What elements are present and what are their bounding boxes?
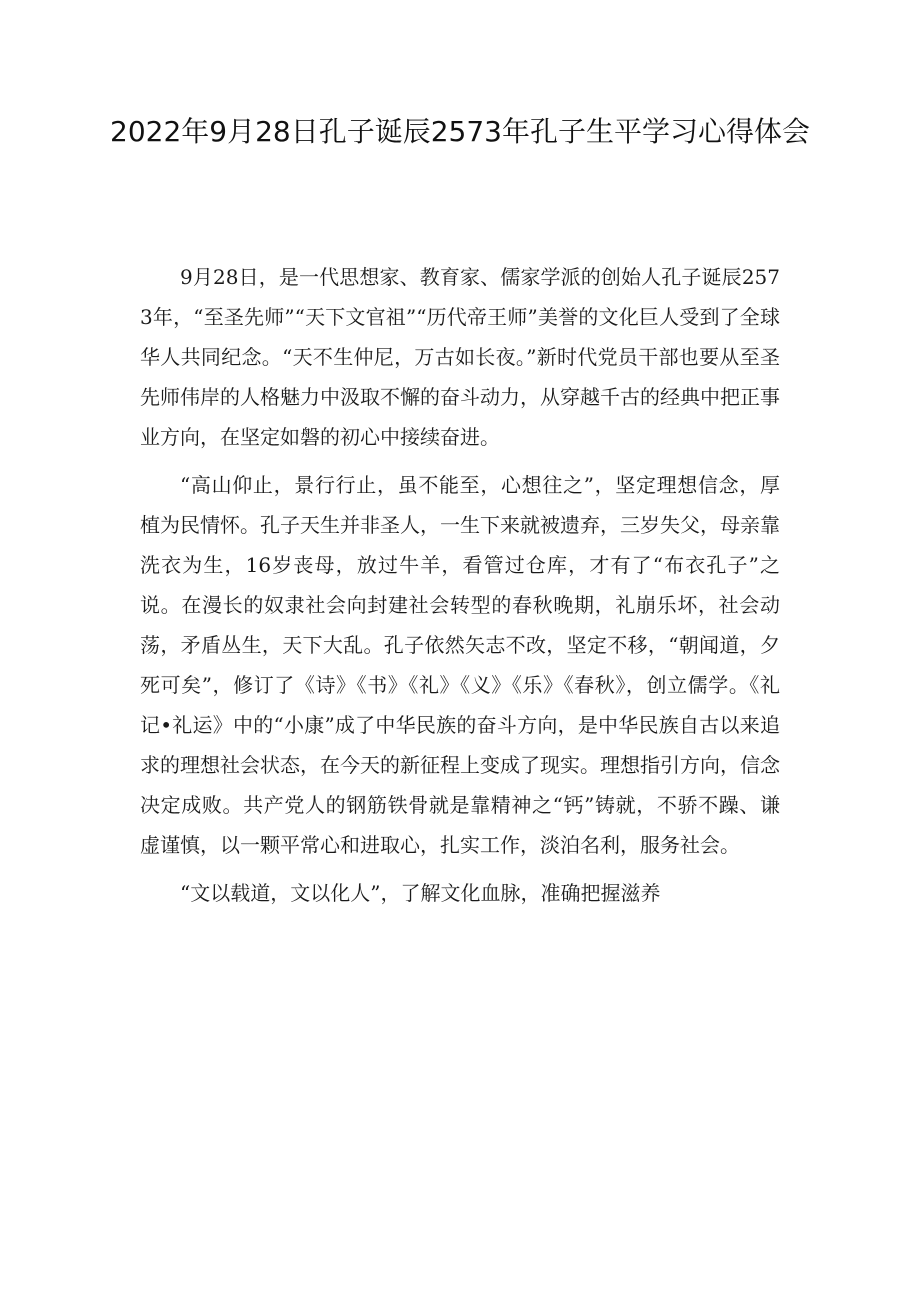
paragraph-3: “文以载道，文以化人”，了解文化血脉，准确把握滋养 [180, 881, 661, 905]
paragraph-2: “高山仰止，景行行止，虽不能至，心想往之”，坚定理想信念，厚植为民情怀。孔子天生并非圣人，一生下来就被遗弃，三岁失父，母亲靠洗衣为生，16岁丧母，放过牛羊，看管过仓库，才有了“布衣孔子”之说。在漫长的奴隶社会向封建社会转型的春秋晚期，礼崩乐坏，社会动荡，矛盾丛生，天下大乱。孔子依然矢志不改，坚定不移，“朝闻道，夕死可矣”，修订了《诗》《书》《礼》《义》《乐》《春秋》，创立儒学。《礼记•礼运》中的“小康”成了中华民族的奋斗方向，是中华民族自古以来追求的理想社会状态，在今天的新征程上变成了现实。理想指引方向，信念决定成败。共产党人的钢筋铁骨就是靠精神之“钙”铸就，不骄不躁、谦虚谨慎，以一颗平常心和进取心，扎实工作，淡泊名利，服务社会。 [140, 473, 780, 857]
document-title: 2022年9月28日孔子诞辰2573年孔子生平学习心得体会 [110, 115, 810, 148]
paragraph-1: 9月28日，是一代思想家、教育家、儒家学派的创始人孔子诞辰2573年，“至圣先师”“天下文官祖”“历代帝王师”美誉的文化巨人受到了全球华人共同纪念。“天不生仲尼，万古如长夜。”新时代党员干部也要从至圣先师伟岸的人格魅力中汲取不懈的奋斗动力，从穿越千古的经典中把正事业方向，在坚定如磐的初心中接续奋进。 [140, 265, 780, 449]
document-body [140, 257, 780, 913]
